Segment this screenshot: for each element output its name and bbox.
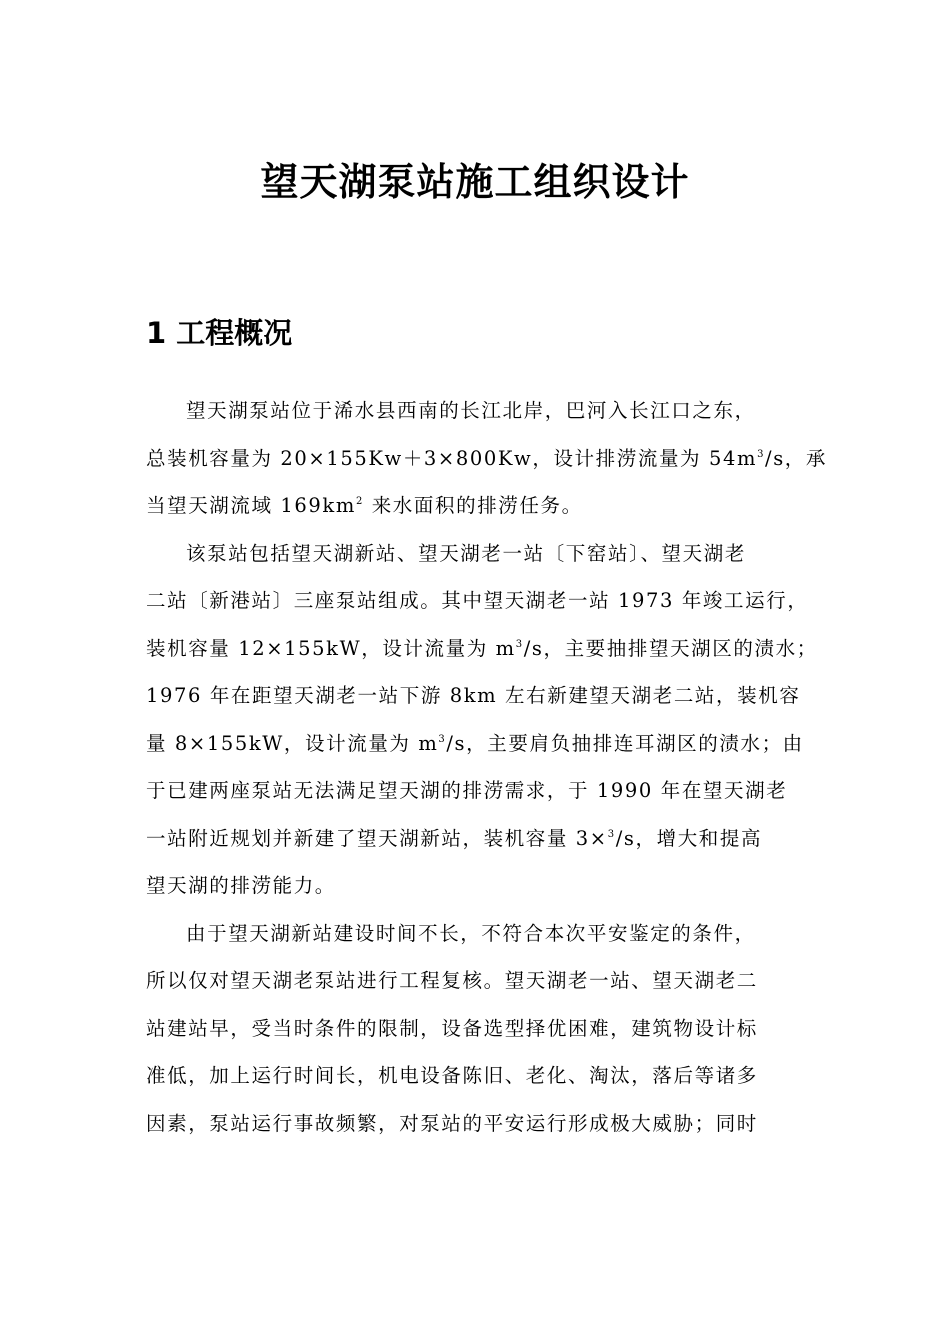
text-line (146, 1052, 811, 1100)
paragraph (146, 387, 828, 530)
body-text (146, 387, 828, 1147)
text-line (146, 720, 811, 768)
text-segment: 由于望天湖新站建设时间不长，不符合本次平安鉴定的条件， (186, 921, 756, 945)
text-line (146, 767, 811, 815)
superscript: 2 (355, 496, 364, 507)
text-segment: 于已建两座泵站无法满足望天湖的排涝需求，于 1990 年在望天湖老 (146, 779, 788, 802)
document-title: 望天湖泵站施工组织设计 (260, 160, 690, 204)
text-segment: 准低，加上运行时间长，机电设备陈旧、老化、淘汰，落后等诸多 (146, 1064, 758, 1087)
text-line (146, 482, 811, 530)
text-line (146, 625, 818, 673)
text-line (146, 815, 811, 863)
text-segment: 来水面积的排涝任务。 (363, 494, 583, 517)
text-line (146, 1005, 811, 1053)
superscript: 3 (607, 828, 616, 840)
text-line (146, 435, 828, 483)
text-segment: 1976 年在距望天湖老一站下游 8km 左右新建望天湖老二站，装机容 (146, 684, 801, 707)
text-line (146, 530, 811, 578)
paragraph (146, 910, 811, 1148)
text-segment: /s，承 (765, 446, 828, 470)
text-line (146, 577, 811, 625)
text-line (146, 1100, 811, 1148)
paragraph (146, 530, 818, 910)
superscript: 3 (757, 448, 766, 460)
text-segment: 所以仅对望天湖老泵站进行工程复核。望天湖老一站、望天湖老二 (146, 969, 758, 992)
section-heading: 1 工程概况 (146, 316, 293, 350)
text-segment: /s，增大和提高 (615, 826, 763, 850)
text-segment: 总装机容量为 20×155Kw＋3×800Kw，设计排涝流量为 54m (146, 446, 758, 470)
text-line (146, 910, 811, 958)
text-segment: 装机容量 12×155kW，设计流量为 m (146, 636, 516, 660)
text-segment: 二站〔新港站〕三座泵站组成。其中望天湖老一站 1973 年竣工运行， (146, 589, 809, 612)
text-segment: 望天湖泵站位于浠水县西南的长江北岸，巴河入长江口之东， (186, 399, 756, 422)
text-segment: /s，主要抽排望天湖区的渍水； (523, 636, 818, 660)
superscript: 3 (515, 638, 524, 650)
text-segment: /s，主要肩负抽排连耳湖区的渍水；由 (446, 731, 804, 755)
text-segment: 量 8×155kW，设计流量为 m (146, 731, 439, 755)
text-segment: 因素，泵站运行事故频繁，对泵站的平安运行形成极大威胁；同时 (146, 1111, 758, 1135)
text-segment: 站建站早，受当时条件的限制，设备选型择优困难，建筑物设计标 (146, 1016, 758, 1040)
text-line (146, 672, 811, 720)
text-line (146, 862, 811, 910)
text-line (146, 957, 811, 1005)
text-segment: 一站附近规划并新建了望天湖新站，装机容量 3× (146, 826, 608, 850)
text-line (146, 387, 811, 435)
superscript: 3 (438, 733, 447, 745)
text-segment: 该泵站包括望天湖新站、望天湖老一站〔下窑站〕、望天湖老 (186, 541, 746, 565)
text-segment: 当望天湖流域 169km (146, 494, 356, 517)
text-segment: 望天湖的排涝能力。 (146, 874, 336, 897)
